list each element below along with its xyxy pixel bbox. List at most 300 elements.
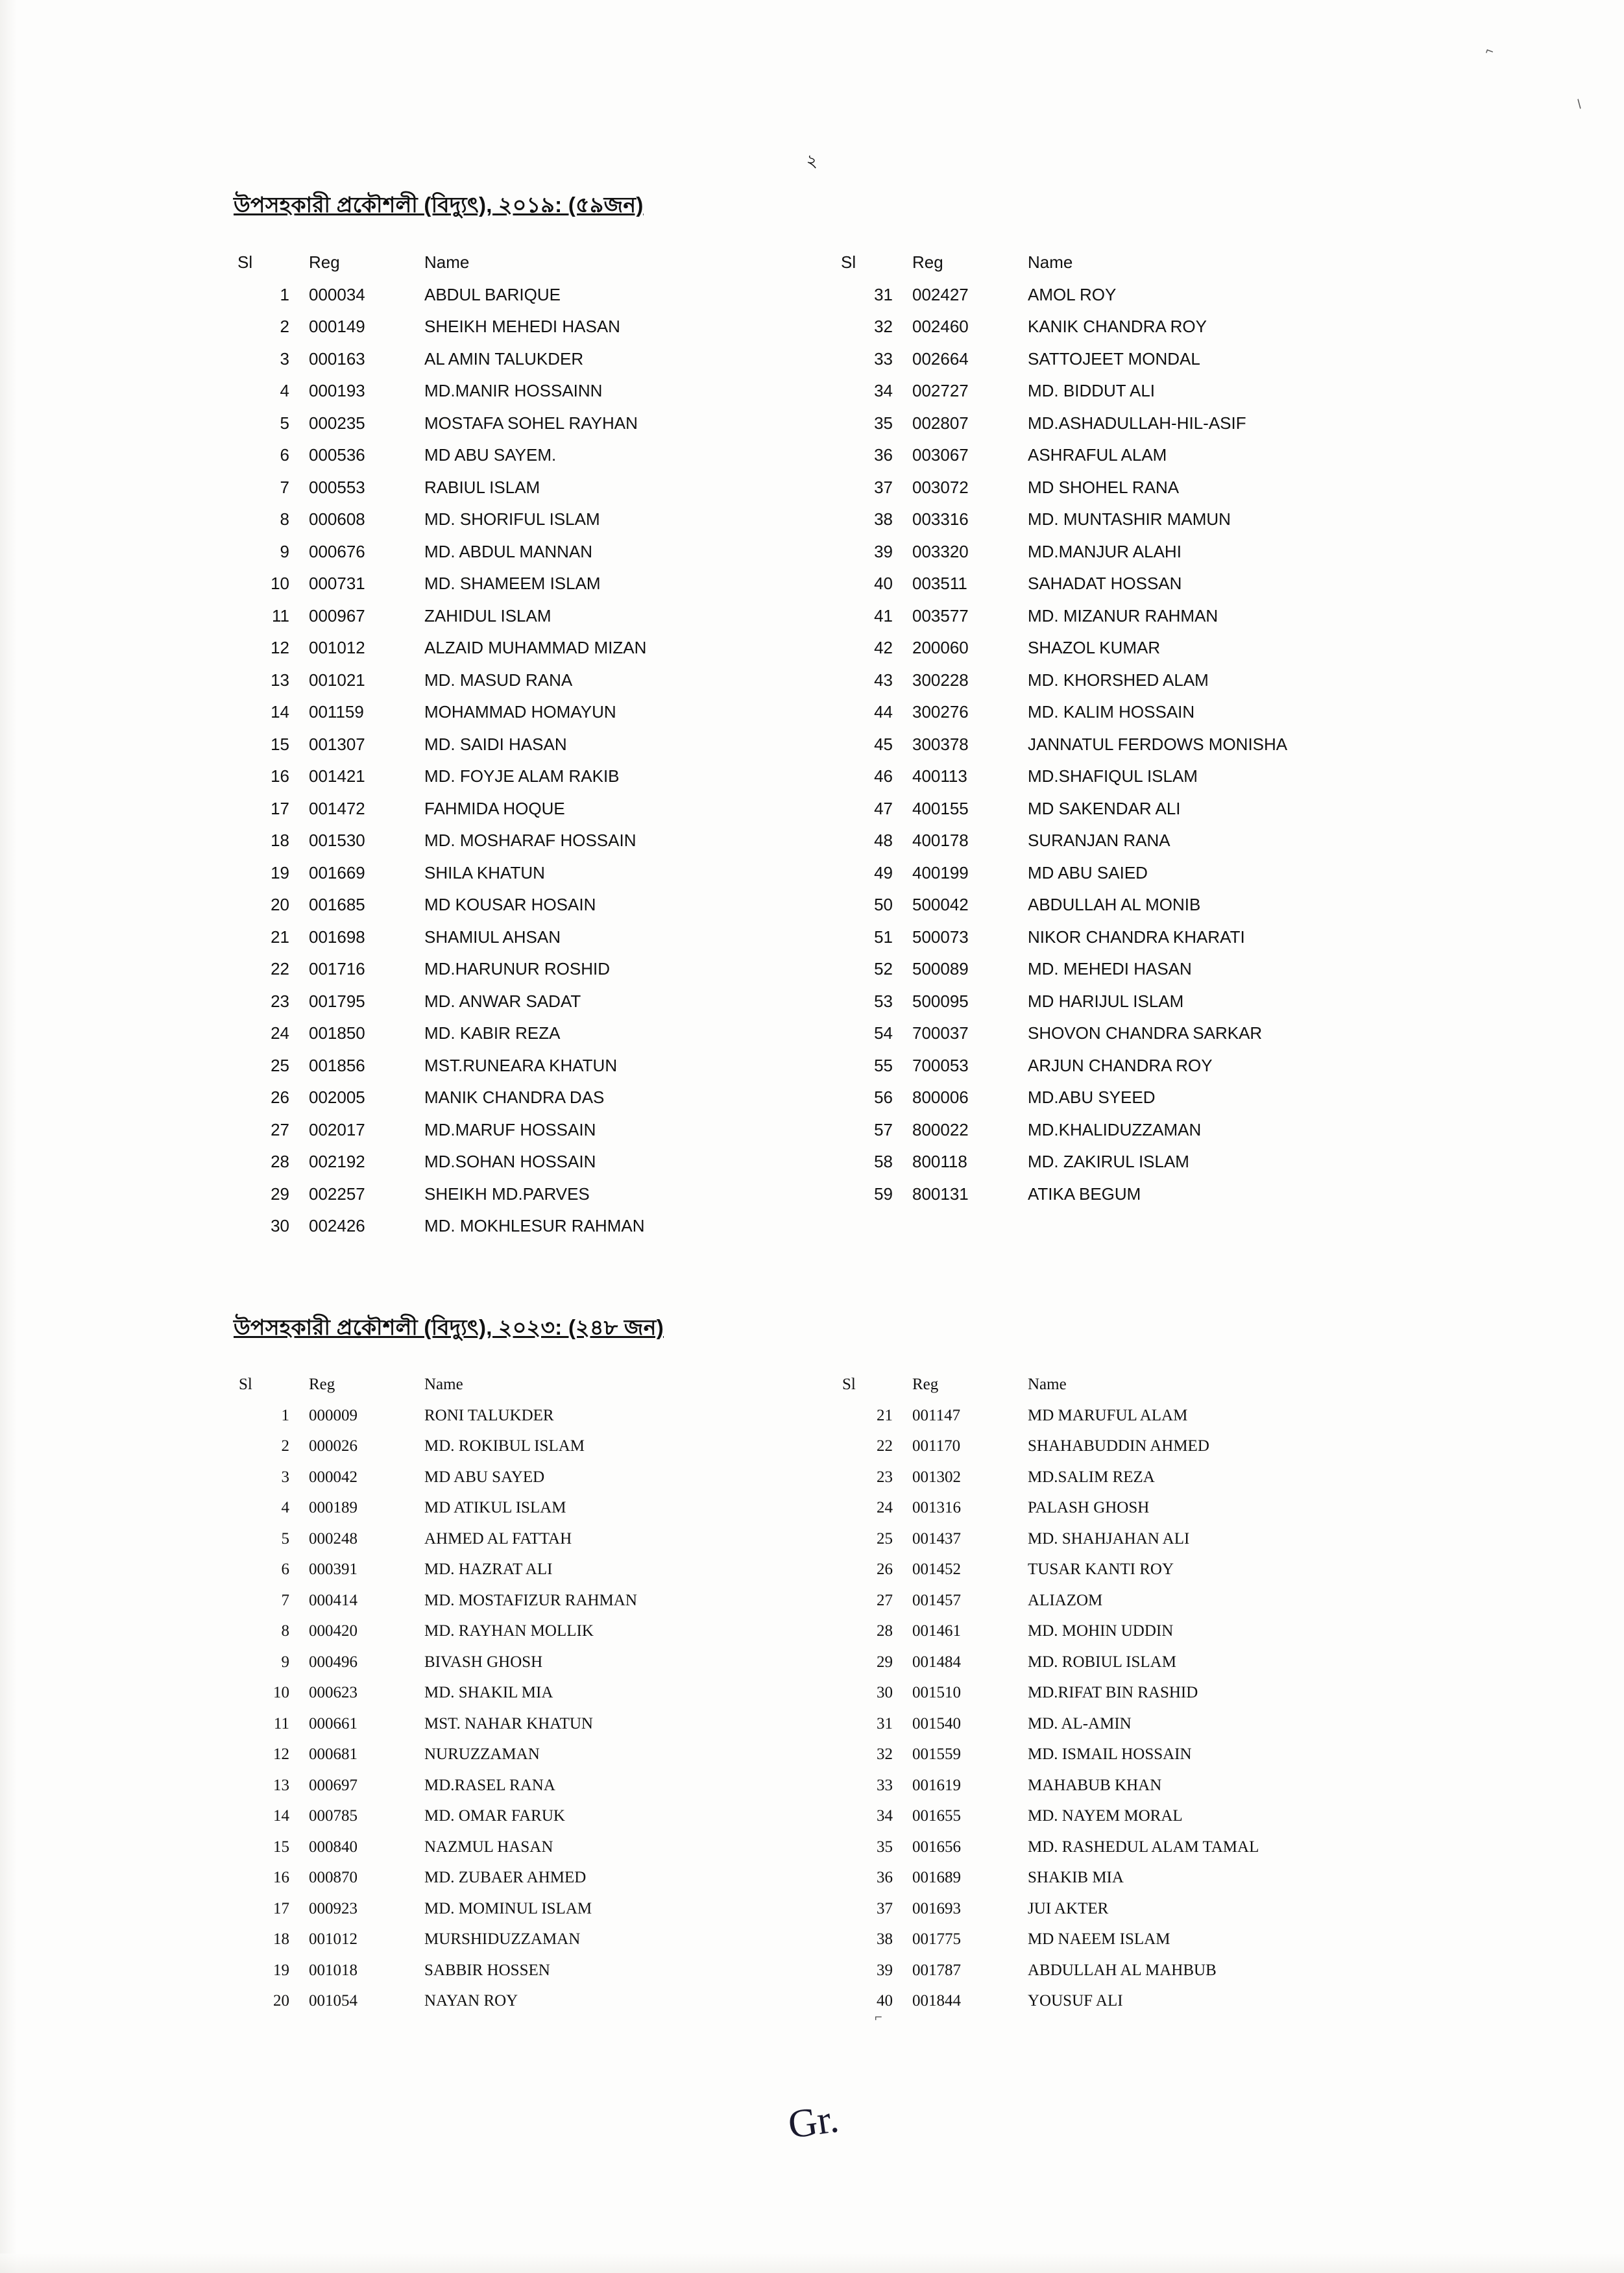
table-row bbox=[234, 1955, 837, 1986]
table-row bbox=[234, 696, 837, 729]
header-name: Name bbox=[1028, 1376, 1067, 1393]
table-row bbox=[837, 1677, 1440, 1708]
cell-sl: 2 bbox=[280, 317, 289, 336]
cell-sl: 18 bbox=[271, 831, 289, 850]
cell-reg: 001021 bbox=[309, 670, 365, 690]
cell-name: MD. MOMINUL ISLAM bbox=[424, 1899, 592, 1917]
cell-sl: 9 bbox=[281, 1653, 289, 1671]
cell-name: MD. FOYJE ALAM RAKIB bbox=[424, 766, 620, 786]
table-row bbox=[837, 1832, 1440, 1863]
header-name: Name bbox=[424, 252, 470, 272]
cell-name: SAHADAT HOSSAN bbox=[1028, 574, 1182, 593]
cell-name: SHILA KHATUN bbox=[424, 862, 545, 882]
cell-name: ABDUL BARIQUE bbox=[424, 284, 561, 304]
table-row bbox=[234, 1146, 837, 1178]
cell-reg: 001775 bbox=[912, 1930, 961, 1948]
signature: Gr. bbox=[785, 2096, 842, 2148]
table-row bbox=[234, 1178, 837, 1211]
cell-name: SHAHABUDDIN AHMED bbox=[1028, 1437, 1209, 1455]
table-row bbox=[234, 664, 837, 697]
cell-name: MD SHOHEL RANA bbox=[1028, 477, 1180, 497]
roster-body-left bbox=[234, 1400, 837, 2017]
cell-name: MD. AL-AMIN bbox=[1028, 1714, 1132, 1732]
cell-name: SHEIKH MEHEDI HASAN bbox=[424, 317, 620, 336]
cell-reg: 400155 bbox=[912, 798, 969, 818]
cell-reg: 001693 bbox=[912, 1899, 961, 1917]
cell-reg: 001484 bbox=[912, 1653, 961, 1671]
cell-name: MD. KALIM HOSSAIN bbox=[1028, 702, 1195, 722]
column-right bbox=[837, 1369, 1440, 2017]
cell-name: MD.MANJUR ALAHI bbox=[1028, 541, 1182, 561]
table-row bbox=[837, 1893, 1440, 1925]
roster-table-left bbox=[234, 1369, 837, 2017]
cell-name: ABDULLAH AL MONIB bbox=[1028, 895, 1201, 914]
cell-sl: 5 bbox=[281, 1529, 289, 1548]
table-row bbox=[234, 1082, 837, 1114]
cell-reg: 003316 bbox=[912, 509, 969, 529]
cell-reg: 001159 bbox=[309, 702, 364, 722]
cell-name: SABBIR HOSSEN bbox=[424, 1961, 550, 1979]
cell-name: MD. BIDDUT ALI bbox=[1028, 381, 1156, 400]
cell-name: SHAZOL KUMAR bbox=[1028, 638, 1161, 657]
table-row bbox=[234, 760, 837, 793]
cell-reg: 000623 bbox=[309, 1684, 358, 1701]
cell-reg: 001302 bbox=[912, 1468, 961, 1486]
cell-name: MD. HAZRAT ALI bbox=[424, 1561, 553, 1578]
cell-sl: 20 bbox=[271, 895, 289, 914]
cell-sl: 5 bbox=[280, 413, 289, 433]
cell-sl: 32 bbox=[874, 317, 893, 336]
cell-name: ZAHIDUL ISLAM bbox=[424, 605, 551, 626]
cell-sl: 28 bbox=[877, 1622, 893, 1640]
cell-name: MD ATIKUL ISLAM bbox=[424, 1499, 566, 1516]
cell-name: MD. MOSHARAF HOSSAIN bbox=[424, 831, 636, 850]
table-row bbox=[234, 1492, 837, 1524]
cell-name: AL AMIN TALUKDER bbox=[424, 348, 584, 369]
table-row bbox=[234, 568, 837, 600]
table-row bbox=[234, 1893, 837, 1925]
cell-reg: 001850 bbox=[309, 1023, 365, 1043]
header-name: Name bbox=[1028, 252, 1073, 272]
cell-sl: 4 bbox=[281, 1499, 289, 1516]
table-row bbox=[837, 664, 1440, 697]
cell-reg: 001856 bbox=[309, 1055, 365, 1075]
table-row bbox=[837, 375, 1440, 407]
cell-reg: 500089 bbox=[912, 959, 969, 978]
cell-name: PALASH GHOSH bbox=[1028, 1499, 1150, 1516]
roster-body-right bbox=[837, 279, 1440, 1211]
table-row bbox=[234, 921, 837, 954]
table-row bbox=[837, 1647, 1440, 1678]
cell-sl: 48 bbox=[874, 831, 893, 850]
cell-name: MD SAKENDAR ALI bbox=[1028, 798, 1181, 818]
table-row bbox=[837, 696, 1440, 729]
cell-reg: 000009 bbox=[309, 1406, 358, 1424]
table-row bbox=[234, 600, 837, 633]
section-sub-assistant-engineer-2019 bbox=[234, 188, 1440, 1243]
cell-reg: 800006 bbox=[912, 1088, 969, 1107]
table-row bbox=[234, 1677, 837, 1708]
cell-reg: 002460 bbox=[912, 317, 969, 336]
table-row bbox=[234, 536, 837, 568]
cell-name: SATTOJEET MONDAL bbox=[1028, 348, 1200, 369]
table-header-row bbox=[234, 1369, 837, 1400]
scan-edge-left bbox=[0, 0, 17, 2273]
cell-sl: 44 bbox=[874, 702, 893, 722]
table-row bbox=[234, 1832, 837, 1863]
table-row bbox=[837, 1524, 1440, 1555]
cell-name: MD. SHORIFUL ISLAM bbox=[424, 509, 600, 529]
table-row bbox=[837, 1585, 1440, 1616]
cell-sl: 16 bbox=[273, 1869, 289, 1886]
cell-reg: 001844 bbox=[912, 1992, 961, 2010]
cell-reg: 001316 bbox=[912, 1499, 961, 1516]
cell-sl: 37 bbox=[874, 477, 893, 497]
cell-name: MD. SHAMEEM ISLAM bbox=[424, 574, 601, 593]
cell-name: MD. KABIR REZA bbox=[424, 1023, 561, 1043]
table-row bbox=[837, 1400, 1440, 1431]
header-reg: Reg bbox=[309, 252, 340, 272]
cell-sl: 35 bbox=[877, 1838, 893, 1856]
cell-sl: 59 bbox=[874, 1184, 893, 1204]
table-row bbox=[837, 1708, 1440, 1740]
cell-name: MD. MOHIN UDDIN bbox=[1028, 1622, 1174, 1640]
cell-sl: 58 bbox=[874, 1152, 893, 1171]
cell-reg: 000163 bbox=[309, 348, 365, 369]
cell-sl: 1 bbox=[281, 1406, 289, 1424]
cell-sl: 27 bbox=[271, 1119, 289, 1139]
cell-name: MD MARUFUL ALAM bbox=[1028, 1406, 1188, 1424]
cell-name: MD. ISMAIL HOSSAIN bbox=[1028, 1745, 1192, 1763]
cell-reg: 000496 bbox=[309, 1653, 358, 1671]
cell-sl: 18 bbox=[273, 1930, 289, 1948]
section-columns bbox=[234, 1369, 1440, 2017]
cell-reg: 000042 bbox=[309, 1468, 358, 1486]
table-row bbox=[837, 760, 1440, 793]
cell-sl: 34 bbox=[877, 1807, 893, 1825]
cell-reg: 400178 bbox=[912, 831, 969, 850]
cell-name: ASHRAFUL ALAM bbox=[1028, 445, 1167, 465]
cell-name: KANIK CHANDRA ROY bbox=[1028, 317, 1207, 336]
table-row bbox=[234, 1739, 837, 1770]
table-row bbox=[837, 1739, 1440, 1770]
cell-sl: 51 bbox=[874, 927, 893, 947]
cell-name: ATIKA BEGUM bbox=[1028, 1184, 1141, 1204]
cell-name: RONI TALUKDER bbox=[424, 1406, 554, 1424]
table-row bbox=[234, 375, 837, 407]
cell-sl: 24 bbox=[271, 1023, 289, 1043]
cell-name: NAZMUL HASAN bbox=[424, 1838, 553, 1856]
roster-table-right bbox=[837, 247, 1440, 1210]
table-row bbox=[234, 953, 837, 986]
cell-name: RABIUL ISLAM bbox=[424, 477, 540, 497]
table-row bbox=[234, 1616, 837, 1647]
table-row bbox=[837, 536, 1440, 568]
cell-reg: 003511 bbox=[912, 574, 967, 593]
cell-reg: 002192 bbox=[309, 1152, 365, 1171]
cell-name: MD. ABDUL MANNAN bbox=[424, 541, 593, 561]
cell-reg: 001716 bbox=[309, 959, 365, 978]
cell-sl: 36 bbox=[877, 1869, 893, 1886]
table-row bbox=[234, 472, 837, 504]
cell-name: MD. RASHEDUL ALAM TAMAL bbox=[1028, 1838, 1259, 1856]
header-reg: Reg bbox=[309, 1376, 335, 1393]
cell-sl: 39 bbox=[874, 541, 893, 561]
cell-reg: 000034 bbox=[309, 284, 365, 304]
table-row bbox=[234, 1431, 837, 1462]
cell-sl: 10 bbox=[271, 574, 289, 593]
table-row bbox=[234, 1114, 837, 1147]
cell-name: MD.HARUNUR ROSHID bbox=[424, 959, 610, 978]
cell-reg: 001698 bbox=[309, 927, 365, 947]
cell-name: TUSAR KANTI ROY bbox=[1028, 1561, 1174, 1578]
cell-reg: 001457 bbox=[912, 1591, 961, 1609]
header-sl: Sl bbox=[237, 252, 253, 272]
cell-sl: 32 bbox=[877, 1745, 893, 1763]
cell-reg: 000414 bbox=[309, 1591, 358, 1609]
cell-name: BIVASH GHOSH bbox=[424, 1653, 543, 1671]
cell-sl: 3 bbox=[280, 348, 289, 369]
cell-sl: 45 bbox=[874, 734, 893, 754]
cell-sl: 47 bbox=[874, 798, 893, 818]
cell-sl: 6 bbox=[280, 445, 289, 465]
table-row bbox=[234, 1524, 837, 1555]
page-number: ২ bbox=[806, 151, 818, 171]
table-row bbox=[837, 1050, 1440, 1082]
cell-reg: 001685 bbox=[309, 895, 365, 914]
cell-reg: 002664 bbox=[912, 348, 969, 369]
cell-sl: 21 bbox=[877, 1406, 893, 1424]
table-row bbox=[234, 1862, 837, 1893]
section-sub-assistant-engineer-2023 bbox=[234, 1311, 1440, 2017]
cell-reg: 002807 bbox=[912, 413, 969, 433]
table-row bbox=[837, 1462, 1440, 1493]
cell-name: MD.RIFAT BIN RASHID bbox=[1028, 1684, 1198, 1701]
cell-reg: 000967 bbox=[309, 605, 365, 626]
header-name: Name bbox=[424, 1376, 463, 1393]
table-row bbox=[234, 1647, 837, 1678]
cell-reg: 700053 bbox=[912, 1055, 969, 1075]
header-sl: Sl bbox=[842, 1376, 856, 1393]
cell-reg: 001054 bbox=[309, 1992, 358, 2010]
cell-reg: 700037 bbox=[912, 1023, 969, 1043]
cell-sl: 54 bbox=[874, 1023, 893, 1043]
cell-name: ARJUN CHANDRA ROY bbox=[1028, 1055, 1213, 1075]
cell-sl: 23 bbox=[877, 1468, 893, 1486]
cell-reg: 000870 bbox=[309, 1869, 358, 1886]
cell-sl: 13 bbox=[273, 1776, 289, 1794]
cell-sl: 43 bbox=[874, 670, 893, 690]
table-row bbox=[837, 825, 1440, 857]
table-row bbox=[837, 1616, 1440, 1647]
table-header-row bbox=[234, 247, 837, 279]
cell-name: MD.ASHADULLAH-HIL-ASIF bbox=[1028, 413, 1246, 433]
cell-reg: 000553 bbox=[309, 477, 365, 497]
cell-reg: 300378 bbox=[912, 734, 969, 754]
cell-reg: 001437 bbox=[912, 1529, 961, 1548]
cell-sl: 16 bbox=[271, 766, 289, 786]
table-row bbox=[837, 1431, 1440, 1462]
table-row bbox=[234, 1585, 837, 1616]
cell-reg: 300228 bbox=[912, 670, 969, 690]
table-row bbox=[837, 921, 1440, 954]
cell-name: AHMED AL FATTAH bbox=[424, 1529, 572, 1548]
table-row bbox=[837, 1801, 1440, 1832]
cell-reg: 001461 bbox=[912, 1622, 961, 1640]
cell-name: MD.ABU SYEED bbox=[1028, 1088, 1156, 1107]
cell-reg: 002427 bbox=[912, 284, 969, 304]
cell-name: MD. MIZANUR RAHMAN bbox=[1028, 605, 1218, 626]
cell-sl: 40 bbox=[877, 1992, 893, 2010]
cell-reg: 000189 bbox=[309, 1499, 358, 1516]
table-row bbox=[234, 825, 837, 857]
cell-name: SHOVON CHANDRA SARKAR bbox=[1028, 1023, 1263, 1043]
cell-reg: 000840 bbox=[309, 1838, 358, 1856]
cell-name: ALZAID MUHAMMAD MIZAN bbox=[424, 638, 647, 657]
table-row bbox=[234, 632, 837, 664]
cell-sl: 38 bbox=[877, 1930, 893, 1948]
cell-name: MD HARIJUL ISLAM bbox=[1028, 991, 1184, 1011]
cell-sl: 34 bbox=[874, 381, 893, 400]
cell-sl: 38 bbox=[874, 509, 893, 529]
table-row bbox=[837, 1770, 1440, 1801]
cell-sl: 7 bbox=[281, 1591, 289, 1609]
cell-sl: 33 bbox=[877, 1776, 893, 1794]
cell-name: MD NAEEM ISLAM bbox=[1028, 1930, 1170, 1948]
cell-name: MD. ZAKIRUL ISLAM bbox=[1028, 1152, 1189, 1171]
cell-reg: 002017 bbox=[309, 1119, 365, 1139]
cell-sl: 2 bbox=[281, 1437, 289, 1455]
table-row bbox=[234, 889, 837, 921]
cell-name: ABDULLAH AL MAHBUB bbox=[1028, 1961, 1217, 1979]
cell-name: MD. KHORSHED ALAM bbox=[1028, 670, 1209, 690]
cell-reg: 001559 bbox=[912, 1745, 961, 1763]
cell-name: YOUSUF ALI bbox=[1028, 1992, 1123, 2010]
cell-reg: 001452 bbox=[912, 1561, 961, 1578]
cell-sl: 50 bbox=[874, 895, 893, 914]
cell-sl: 41 bbox=[874, 605, 893, 626]
cell-sl: 33 bbox=[874, 348, 893, 369]
table-row bbox=[234, 793, 837, 825]
cell-reg: 001472 bbox=[309, 798, 365, 818]
cell-reg: 000149 bbox=[309, 317, 365, 336]
table-row bbox=[837, 1492, 1440, 1524]
cell-reg: 001510 bbox=[912, 1684, 961, 1701]
cell-name: MD. SAIDI HASAN bbox=[424, 734, 567, 754]
cell-name: MD.SHAFIQUL ISLAM bbox=[1028, 766, 1198, 786]
cell-reg: 003577 bbox=[912, 605, 969, 626]
section-title: উপসহকারী প্রকৌশলী (বিদ্যুৎ), ২০২৩: (২৪৮ জন) bbox=[234, 1315, 664, 1339]
table-row bbox=[837, 729, 1440, 761]
cell-name: MD.KHALIDUZZAMAN bbox=[1028, 1119, 1202, 1139]
cell-name: MD.MANIR HOSSAINN bbox=[424, 381, 603, 400]
cell-name: AMOL ROY bbox=[1028, 284, 1117, 304]
cell-reg: 500073 bbox=[912, 927, 969, 947]
table-row bbox=[837, 632, 1440, 664]
cell-sl: 15 bbox=[271, 734, 289, 754]
cell-name: JUI AKTER bbox=[1028, 1899, 1109, 1917]
table-row bbox=[234, 1708, 837, 1740]
cell-name: MD. MOSTAFIZUR RAHMAN bbox=[424, 1591, 637, 1609]
cell-sl: 35 bbox=[874, 413, 893, 433]
cell-sl: 37 bbox=[877, 1899, 893, 1917]
table-row bbox=[234, 311, 837, 343]
cell-sl: 29 bbox=[271, 1184, 289, 1204]
cell-reg: 000608 bbox=[309, 509, 365, 529]
cell-name: MD. ZUBAER AHMED bbox=[424, 1869, 587, 1886]
cell-sl: 17 bbox=[273, 1899, 289, 1917]
cell-name: MD. SHAKIL MIA bbox=[424, 1684, 553, 1701]
cell-sl: 19 bbox=[271, 862, 289, 882]
table-row bbox=[837, 1017, 1440, 1050]
cell-sl: 23 bbox=[271, 991, 289, 1011]
table-row bbox=[234, 1210, 837, 1243]
cell-sl: 6 bbox=[281, 1561, 289, 1578]
cell-sl: 26 bbox=[877, 1561, 893, 1578]
cell-reg: 001012 bbox=[309, 638, 365, 657]
table-row bbox=[837, 1554, 1440, 1585]
table-row bbox=[837, 343, 1440, 376]
cell-name: MD.SOHAN HOSSAIN bbox=[424, 1152, 596, 1171]
cell-sl: 11 bbox=[273, 1714, 289, 1732]
cell-reg: 002426 bbox=[309, 1216, 365, 1235]
cell-reg: 000536 bbox=[309, 445, 365, 465]
table-row bbox=[837, 1114, 1440, 1147]
cell-reg: 001170 bbox=[912, 1437, 961, 1455]
cell-name: MD. ANWAR SADAT bbox=[424, 991, 581, 1011]
column-left bbox=[234, 1369, 837, 2017]
table-header-row bbox=[837, 247, 1440, 279]
cell-name: SHAKIB MIA bbox=[1028, 1869, 1124, 1886]
cell-name: JANNATUL FERDOWS MONISHA bbox=[1028, 734, 1288, 754]
cell-sl: 53 bbox=[874, 991, 893, 1011]
cell-reg: 001307 bbox=[309, 734, 365, 754]
cell-reg: 001147 bbox=[912, 1406, 961, 1424]
cell-name: SHEIKH MD.PARVES bbox=[424, 1184, 590, 1204]
cell-name: NAYAN ROY bbox=[424, 1992, 518, 2010]
table-row bbox=[234, 1050, 837, 1082]
table-row bbox=[837, 472, 1440, 504]
cell-sl: 19 bbox=[273, 1961, 289, 1979]
cell-name: MD. SHAHJAHAN ALI bbox=[1028, 1529, 1190, 1548]
table-row bbox=[234, 439, 837, 472]
cell-sl: 21 bbox=[271, 927, 289, 947]
cell-sl: 14 bbox=[273, 1807, 289, 1825]
cell-sl: 20 bbox=[273, 1992, 289, 2010]
cell-reg: 001530 bbox=[309, 831, 365, 850]
cell-reg: 000026 bbox=[309, 1437, 358, 1455]
cell-name: MD ABU SAYED bbox=[424, 1468, 545, 1486]
cell-sl: 3 bbox=[281, 1468, 289, 1486]
table-row bbox=[837, 600, 1440, 633]
table-row bbox=[234, 504, 837, 536]
cell-reg: 000697 bbox=[309, 1776, 358, 1794]
table-row bbox=[234, 279, 837, 311]
cell-name: MD. ROKIBUL ISLAM bbox=[424, 1437, 585, 1455]
cell-reg: 000676 bbox=[309, 541, 365, 561]
cell-reg: 003320 bbox=[912, 541, 969, 561]
cell-reg: 001656 bbox=[912, 1838, 961, 1856]
header-sl: Sl bbox=[841, 252, 856, 272]
cell-name: MD. OMAR FARUK bbox=[424, 1807, 565, 1825]
cell-name: MD. MOKHLESUR RAHMAN bbox=[424, 1216, 645, 1235]
cell-name: MD. ROBIUL ISLAM bbox=[1028, 1653, 1176, 1671]
table-row bbox=[837, 857, 1440, 890]
column-left bbox=[234, 247, 837, 1243]
cell-sl: 15 bbox=[273, 1838, 289, 1856]
cell-sl: 27 bbox=[877, 1591, 893, 1609]
cell-sl: 9 bbox=[280, 541, 289, 561]
